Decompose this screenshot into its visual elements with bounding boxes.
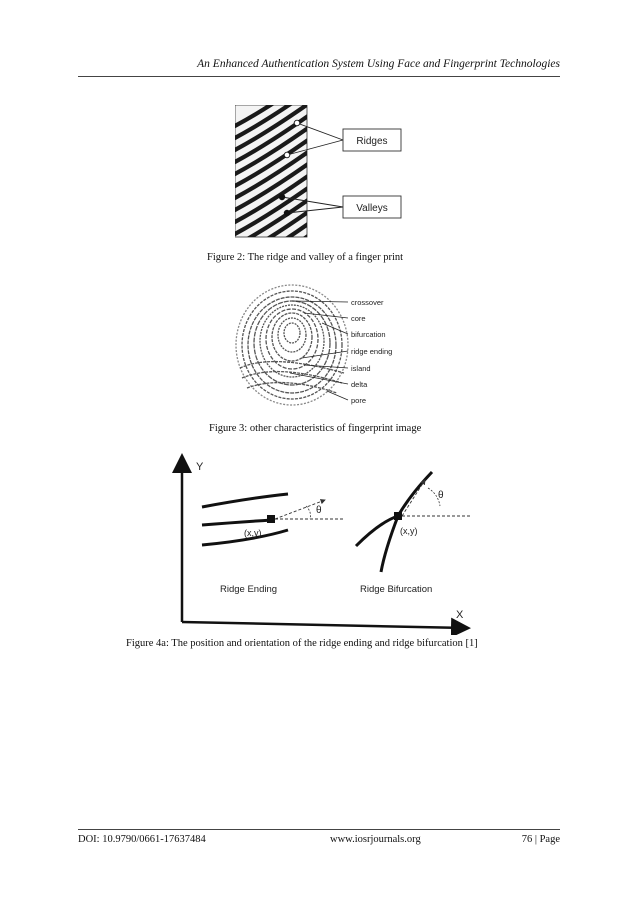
figure4a-caption: Figure 4a: The position and orientation of the ridge ending and ridge bifurcation [1]: [126, 638, 478, 649]
ridge-bifurcation-curves: [356, 472, 432, 572]
label-bifurcation: bifurcation: [351, 330, 386, 339]
valleys-label: Valleys: [356, 203, 388, 214]
label-crossover: crossover: [351, 298, 384, 307]
ridges-label: Ridges: [356, 136, 388, 147]
label-ridge-ending: ridge ending: [351, 347, 393, 356]
figure2-caption: Figure 2: The ridge and valley of a finger print: [207, 252, 404, 263]
ridge-bifurcation-coord-label: (x,y): [400, 526, 418, 536]
footer-page-number: 76 | Page: [521, 834, 560, 845]
footer-rule: [78, 829, 560, 830]
valley-marker-2: [284, 210, 290, 216]
x-axis: [182, 622, 466, 628]
ridge-bifurcation-point: [394, 512, 402, 520]
ridge-ending-theta: θ: [316, 505, 322, 516]
y-axis-label: Y: [196, 461, 204, 473]
figure3-fingerprint-characteristics: [232, 283, 412, 413]
ridge-bifurcation-theta: θ: [438, 490, 444, 501]
ridge-ending-coord-label: (x,y): [244, 528, 262, 538]
ridge-marker-1: [294, 120, 300, 126]
valley-marker-1: [279, 194, 285, 200]
x-axis-label: X: [456, 609, 464, 621]
label-delta: delta: [351, 380, 368, 389]
ridge-ending-label: Ridge Ending: [220, 584, 278, 595]
figure3-caption: Figure 3: other characteristics of fingerprint image: [209, 423, 422, 434]
footer-doi: DOI: 10.9790/0661-17637484: [78, 834, 206, 845]
ridge-marker-2: [284, 152, 290, 158]
running-header: An Enhanced Authentication System Using Face and Fingerprint Technologies: [197, 58, 560, 70]
ridge-ending-point: [267, 515, 275, 523]
header-rule: [78, 76, 560, 77]
label-island: island: [351, 364, 371, 373]
figure2-ridge-valley-diagram: [235, 105, 410, 240]
footer-site: www.iosrjournals.org: [330, 834, 421, 845]
ridge-bifurcation-label: Ridge Bifurcation: [360, 584, 433, 595]
fingerprint-image: [236, 285, 348, 405]
label-core: core: [351, 314, 366, 323]
annotation-leaders: [290, 301, 348, 400]
label-pore: pore: [351, 396, 367, 405]
figure4a-minutiae-orientation-diagram: [170, 450, 475, 635]
